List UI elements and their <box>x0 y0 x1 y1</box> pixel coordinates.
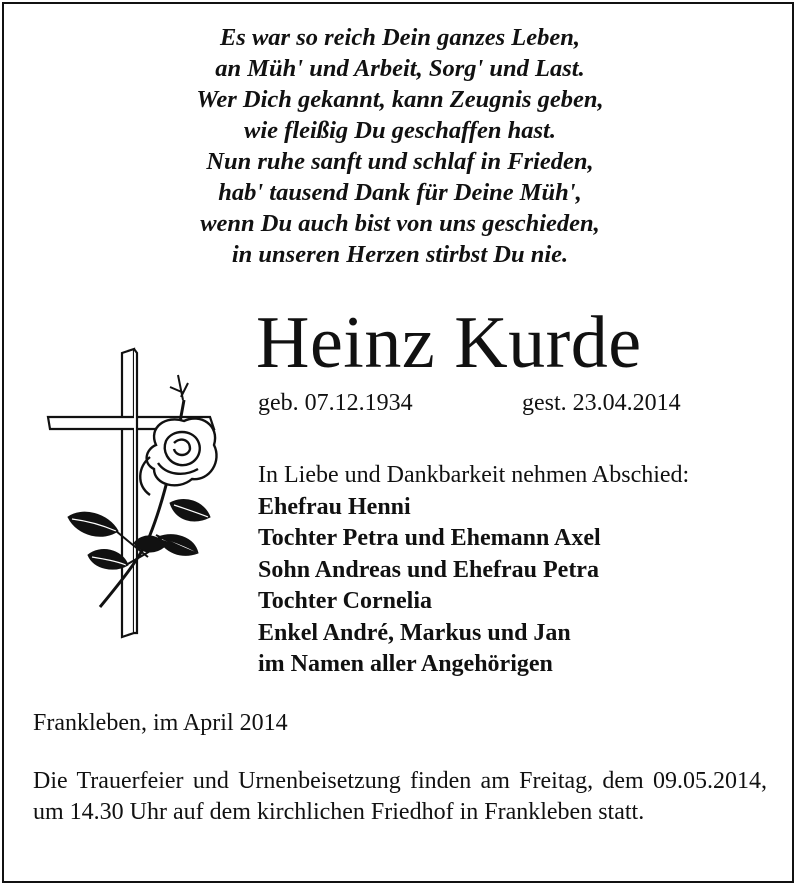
life-dates <box>258 388 681 418</box>
mourner: Sohn Andreas und Ehefrau Petra <box>258 556 599 583</box>
poem-line: an Müh' und Arbeit, Sorg' und Last. <box>215 55 585 82</box>
mourner: Tochter Cornelia <box>258 588 432 614</box>
poem-line: wie fleißig Du geschaffen hast. <box>244 117 556 144</box>
birth-date: geb. 07.12.1934 <box>258 390 413 416</box>
cross-with-rose-icon <box>38 345 228 645</box>
poem-line: in unseren Herzen stirbst Du nie. <box>231 241 569 268</box>
funeral-notice: Die Trauerfeier und Urnenbeisetzung finden am Freitag, dem 09.05.2014, um 14.30 Uhr auf dem kirchlichen Friedhof in Frankleben statt. <box>33 768 767 825</box>
poem-line: Wer Dich gekannt, kann Zeugnis geben, <box>196 86 604 113</box>
poem-line: Es war so reich Dein ganzes Leben, <box>219 24 581 51</box>
mourners-list <box>258 460 689 681</box>
deceased-name: Heinz Kurde <box>256 302 642 384</box>
poem <box>0 22 800 270</box>
mourner: im Namen aller Angehörigen <box>258 651 553 677</box>
mourner: Enkel André, Markus und Jan <box>258 619 571 646</box>
mourners-intro: In Liebe und Dankbarkeit nehmen Abschied: <box>258 462 690 488</box>
mourner: Ehefrau Henni <box>258 493 411 520</box>
mourner: Tochter Petra und Ehemann Axel <box>258 525 601 551</box>
place-and-date: Frankleben, im April 2014 <box>33 710 288 736</box>
poem-line: Nun ruhe sanft und schlaf in Frieden, <box>206 148 594 175</box>
poem-line: hab' tausend Dank für Deine Müh', <box>218 179 582 206</box>
poem-line: wenn Du auch bist von uns geschieden, <box>200 210 600 237</box>
death-date: gest. 23.04.2014 <box>522 390 681 416</box>
